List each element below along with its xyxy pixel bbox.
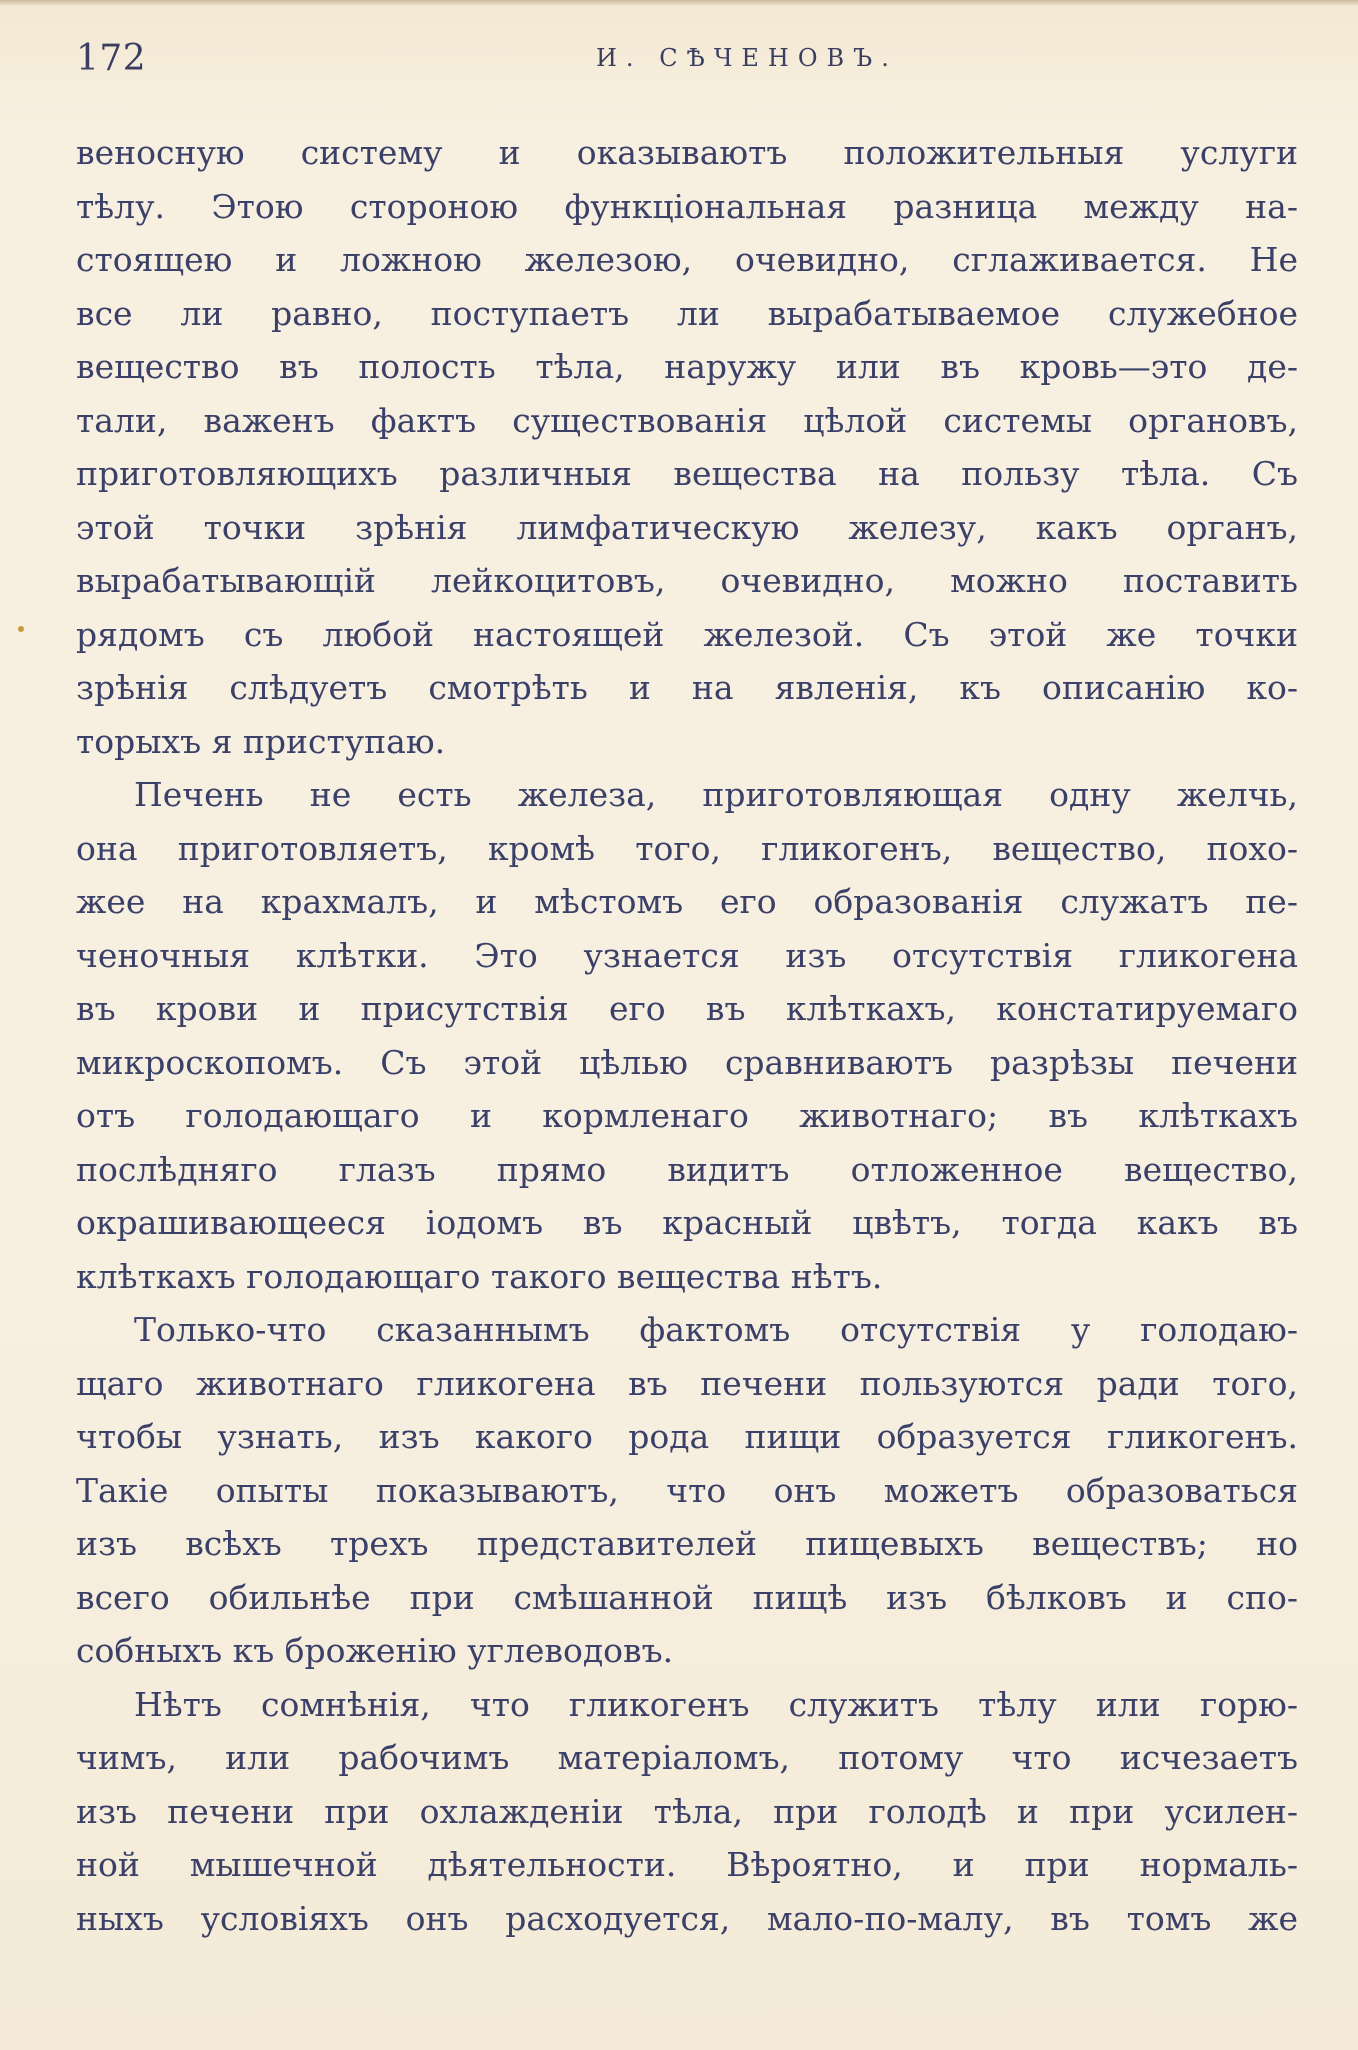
text-line: Печень не есть железа, приготовляющая одну желчь,	[134, 775, 1298, 814]
text-line: послѣдняго глазъ прямо видитъ отложенное вещество,	[76, 1149, 1298, 1189]
ink-speck	[18, 626, 24, 632]
text-line: она приготовляетъ, кромѣ того, гликогенъ, вещество, похо-	[76, 828, 1298, 868]
text-line: микроскопомъ. Съ этой цѣлью сравниваютъ разрѣзы печени	[76, 1042, 1298, 1082]
text-line: ныхъ условіяхъ онъ расходуется, мало-по-малу, въ томъ же	[76, 1898, 1298, 1938]
text-line: Только-что сказаннымъ фактомъ отсутствія у голодаю-	[134, 1310, 1298, 1349]
text-line: ной мышечной дѣятельности. Вѣроятно, и при нормаль-	[76, 1845, 1298, 1884]
text-line: изъ всѣхъ трехъ представителей пищевыхъ веществъ; но	[76, 1524, 1298, 1563]
text-line: Такіе опыты показываютъ, что онъ можетъ образоваться	[76, 1470, 1298, 1510]
text-line: чимъ, или рабочимъ матеріаломъ, потому что исчезаетъ	[76, 1738, 1298, 1777]
text-line: жее на крахмалъ, и мѣстомъ его образованія служатъ пе-	[76, 882, 1298, 921]
text-line: стоящею и ложною железою, очевидно, сглаживается. Не	[76, 240, 1298, 279]
text-line: все ли равно, поступаетъ ли вырабатываемое служебное	[76, 293, 1298, 333]
page-number: 172	[76, 38, 147, 79]
text-line: тали, важенъ фактъ существованія цѣлой системы органовъ,	[76, 400, 1298, 440]
paragraph-3	[76, 1303, 1298, 1678]
page-top-edge	[0, 0, 1358, 6]
text-line: отъ голодающаго и кормленаго животнаго; въ клѣткахъ	[76, 1096, 1298, 1135]
text-line: клѣткахъ голодающаго такого вещества нѣтъ.	[76, 1256, 883, 1296]
text-line: вырабатывающій лейкоцитовъ, очевидно, можно поставить	[76, 561, 1298, 600]
text-line: чтобы узнать, изъ какого рода пищи образуется гликогенъ.	[76, 1417, 1298, 1456]
text-line: этой точки зрѣнія лимфатическую железу, какъ органъ,	[76, 507, 1298, 547]
text-line: окрашивающееся іодомъ въ красный цвѣтъ, тогда какъ въ	[76, 1203, 1298, 1242]
text-line: изъ печени при охлажденіи тѣла, при голодѣ и при усилен-	[76, 1791, 1298, 1831]
text-line: торыхъ я приступаю.	[76, 721, 446, 761]
paragraph-1	[76, 126, 1298, 768]
text-line: рядомъ съ любой настоящей железой. Съ этой же точки	[76, 614, 1298, 654]
text-line: тѣлу. Этою стороною функціональная разница между на-	[76, 186, 1298, 226]
body-text	[76, 126, 1298, 1945]
text-line: собныхъ къ броженію углеводовъ.	[76, 1631, 674, 1670]
paragraph-2	[76, 768, 1298, 1303]
page-header	[76, 38, 1296, 88]
text-line: приготовляющихъ различныя вещества на пользу тѣла. Съ	[76, 454, 1298, 493]
text-line: въ крови и присутствія его въ клѣткахъ, констатируемаго	[76, 989, 1298, 1028]
text-line: веносную систему и оказываютъ положительныя услуги	[76, 133, 1298, 172]
text-line: ченочныя клѣтки. Это узнается изъ отсутствія гликогена	[76, 935, 1298, 975]
text-line: вещество въ полость тѣла, наружу или въ кровь—это де-	[76, 347, 1298, 386]
text-line: щаго животнаго гликогена въ печени пользуются ради того,	[76, 1363, 1298, 1403]
text-line: Нѣтъ сомнѣнія, что гликогенъ служитъ тѣлу или горю-	[134, 1684, 1298, 1724]
running-head: И. СѢЧЕНОВЪ.	[596, 44, 898, 72]
paragraph-4	[76, 1678, 1298, 1946]
text-line: зрѣнія слѣдуетъ смотрѣть и на явленія, къ описанію ко-	[76, 668, 1298, 707]
text-line: всего обильнѣе при смѣшанной пищѣ изъ бѣлковъ и спо-	[76, 1577, 1298, 1617]
